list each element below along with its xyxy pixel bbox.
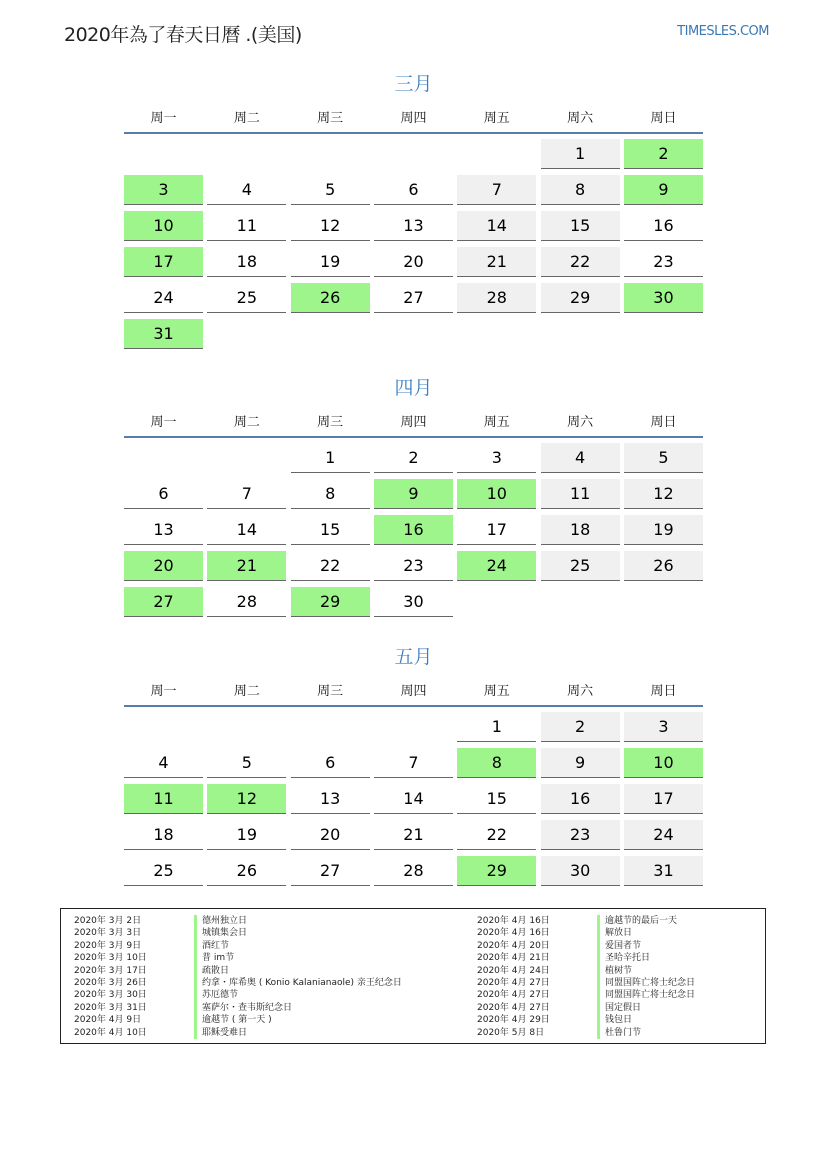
holiday-name: 普 im节 xyxy=(194,952,234,964)
holiday-day-cell: 2 xyxy=(624,139,703,169)
day-cell: 18 xyxy=(541,515,620,545)
day-cell: 1 xyxy=(291,443,370,473)
holiday-day-cell: 12 xyxy=(207,784,286,814)
weekday-label: 周四 xyxy=(400,415,427,430)
holiday-day-cell: 9 xyxy=(624,175,703,205)
holiday-day-cell: 11 xyxy=(124,784,203,814)
day-cell: 25 xyxy=(541,551,620,581)
day-cell: 6 xyxy=(124,479,203,509)
holiday-date: 2020年 3月 3日 xyxy=(74,928,142,939)
empty-day-cell xyxy=(457,139,536,168)
day-cell: 7 xyxy=(374,748,453,778)
day-cell: 14 xyxy=(207,515,286,545)
day-cell: 11 xyxy=(541,479,620,509)
day-cell: 28 xyxy=(457,283,536,313)
day-cell: 18 xyxy=(207,247,286,277)
day-cell: 28 xyxy=(207,587,286,617)
weekday-label: 周一 xyxy=(150,111,177,126)
day-cell: 6 xyxy=(374,175,453,205)
holiday-day-cell: 16 xyxy=(374,515,453,545)
day-cell: 25 xyxy=(124,856,203,886)
holiday-row xyxy=(477,989,695,1001)
day-cell: 23 xyxy=(374,551,453,581)
holiday-name: 杜鲁门节 xyxy=(597,1027,641,1039)
month-title: 四月 xyxy=(394,377,433,399)
weekday-label: 周三 xyxy=(317,684,344,699)
holiday-row xyxy=(477,940,695,952)
weekday-label: 周二 xyxy=(233,415,260,430)
day-cell: 27 xyxy=(291,856,370,886)
empty-day-cell xyxy=(124,139,203,168)
day-cell: 19 xyxy=(291,247,370,277)
day-cell: 24 xyxy=(624,820,703,850)
day-cell: 3 xyxy=(457,443,536,473)
day-grid xyxy=(124,443,703,617)
weekday-header xyxy=(124,106,703,134)
day-cell: 15 xyxy=(541,211,620,241)
day-cell: 13 xyxy=(374,211,453,241)
page-title: 2020年為了春天日曆 .(美国) xyxy=(64,24,302,46)
holiday-day-cell: 27 xyxy=(124,587,203,617)
day-grid xyxy=(124,712,703,886)
day-cell: 11 xyxy=(207,211,286,241)
holiday-day-cell: 8 xyxy=(457,748,536,778)
holiday-row xyxy=(74,977,402,989)
day-cell: 19 xyxy=(207,820,286,850)
day-cell: 8 xyxy=(541,175,620,205)
day-cell: 23 xyxy=(624,247,703,277)
holiday-date: 2020年 4月 16日 xyxy=(477,928,550,939)
day-cell: 29 xyxy=(541,283,620,313)
holiday-date: 2020年 4月 16日 xyxy=(477,916,550,926)
empty-day-cell xyxy=(124,712,203,741)
day-cell: 3 xyxy=(624,712,703,742)
day-cell: 15 xyxy=(291,515,370,545)
day-cell: 5 xyxy=(291,175,370,205)
empty-day-cell xyxy=(207,139,286,168)
holiday-name: 解放日 xyxy=(597,927,632,939)
holiday-row xyxy=(74,1014,402,1026)
day-cell: 16 xyxy=(624,211,703,241)
holiday-name: 疏散日 xyxy=(194,965,229,977)
holiday-name: 苏厄德节 xyxy=(194,989,238,1001)
holiday-day-cell: 10 xyxy=(624,748,703,778)
weekday-label: 周日 xyxy=(650,684,677,699)
holiday-name: 爱国者节 xyxy=(597,940,641,952)
holiday-name: 同盟国阵亡将士纪念日 xyxy=(597,989,695,1001)
site-link[interactable]: TIMESLES.COM xyxy=(677,24,769,39)
holiday-name: 塞萨尔・查韦斯纪念日 xyxy=(194,1002,292,1014)
weekday-label: 周五 xyxy=(483,111,510,126)
holiday-date: 2020年 3月 9日 xyxy=(74,940,142,951)
holiday-day-cell: 29 xyxy=(291,587,370,617)
day-cell: 14 xyxy=(457,211,536,241)
holiday-row xyxy=(477,977,695,989)
weekday-header xyxy=(124,679,703,707)
holiday-day-cell: 17 xyxy=(124,247,203,277)
month-title: 三月 xyxy=(394,73,433,95)
day-cell: 7 xyxy=(457,175,536,205)
month-may xyxy=(124,645,703,886)
holiday-date: 2020年 3月 30日 xyxy=(74,990,147,1001)
holiday-row xyxy=(74,927,402,939)
day-cell: 30 xyxy=(374,587,453,617)
day-cell: 4 xyxy=(124,748,203,778)
holiday-date: 2020年 3月 10日 xyxy=(74,953,147,964)
day-cell: 27 xyxy=(374,283,453,313)
weekday-label: 周六 xyxy=(567,415,594,430)
weekday-label: 周一 xyxy=(150,415,177,430)
empty-day-cell xyxy=(374,139,453,168)
weekday-label: 周三 xyxy=(317,415,344,430)
holiday-row xyxy=(477,1027,695,1039)
empty-day-cell xyxy=(124,443,203,472)
holiday-name: 植树节 xyxy=(597,965,632,977)
holiday-date: 2020年 4月 10日 xyxy=(74,1027,147,1038)
weekday-label: 周日 xyxy=(650,415,677,430)
day-cell: 8 xyxy=(291,479,370,509)
holiday-row xyxy=(74,965,402,977)
day-cell: 19 xyxy=(624,515,703,545)
holiday-day-cell: 20 xyxy=(124,551,203,581)
holiday-name: 德州独立日 xyxy=(194,915,247,927)
holiday-row xyxy=(477,1014,695,1026)
day-cell: 9 xyxy=(541,748,620,778)
day-cell: 23 xyxy=(541,820,620,850)
day-cell: 14 xyxy=(374,784,453,814)
holiday-date: 2020年 5月 8日 xyxy=(477,1027,545,1038)
weekday-label: 周五 xyxy=(483,415,510,430)
holiday-date: 2020年 3月 31日 xyxy=(74,1002,147,1013)
holiday-date: 2020年 4月 9日 xyxy=(74,1015,142,1026)
holiday-name: 国定假日 xyxy=(597,1002,641,1014)
day-cell: 31 xyxy=(624,856,703,886)
holiday-row xyxy=(74,940,402,952)
empty-day-cell xyxy=(374,712,453,741)
holiday-day-cell: 29 xyxy=(457,856,536,886)
weekday-label: 周日 xyxy=(650,111,677,126)
holiday-day-cell: 26 xyxy=(291,283,370,313)
day-cell: 26 xyxy=(207,856,286,886)
day-cell: 30 xyxy=(541,856,620,886)
day-cell: 13 xyxy=(291,784,370,814)
day-cell: 21 xyxy=(374,820,453,850)
holiday-day-cell: 30 xyxy=(624,283,703,313)
holiday-date: 2020年 4月 20日 xyxy=(477,940,550,951)
day-cell: 2 xyxy=(374,443,453,473)
day-cell: 4 xyxy=(541,443,620,473)
weekday-label: 周二 xyxy=(233,684,260,699)
holiday-date: 2020年 3月 17日 xyxy=(74,965,147,976)
empty-day-cell xyxy=(291,139,370,168)
day-cell: 20 xyxy=(291,820,370,850)
empty-day-cell xyxy=(207,443,286,472)
day-cell: 22 xyxy=(541,247,620,277)
month-march xyxy=(124,72,703,349)
day-cell: 5 xyxy=(207,748,286,778)
empty-day-cell xyxy=(291,712,370,741)
holiday-date: 2020年 4月 24日 xyxy=(477,965,550,976)
weekday-label: 周四 xyxy=(400,684,427,699)
holiday-row xyxy=(477,1002,695,1014)
day-cell: 17 xyxy=(457,515,536,545)
day-cell: 1 xyxy=(457,712,536,742)
day-cell: 13 xyxy=(124,515,203,545)
holiday-name: 圣哈辛托日 xyxy=(597,952,650,964)
day-cell: 18 xyxy=(124,820,203,850)
holiday-name: 逾越节的最后一天 xyxy=(597,915,677,927)
day-cell: 6 xyxy=(291,748,370,778)
holiday-name: 城镇集会日 xyxy=(194,927,247,939)
weekday-label: 周五 xyxy=(483,684,510,699)
holiday-date: 2020年 4月 27日 xyxy=(477,977,550,988)
weekday-label: 周六 xyxy=(567,684,594,699)
day-grid xyxy=(124,139,703,349)
holiday-day-cell: 10 xyxy=(124,211,203,241)
holiday-row xyxy=(74,915,402,927)
day-cell: 12 xyxy=(624,479,703,509)
holiday-date: 2020年 3月 2日 xyxy=(74,916,142,926)
holiday-row xyxy=(477,927,695,939)
holiday-list-right xyxy=(477,915,695,1039)
day-cell: 17 xyxy=(624,784,703,814)
weekday-label: 周三 xyxy=(317,111,344,126)
holiday-day-cell: 3 xyxy=(124,175,203,205)
weekday-label: 周六 xyxy=(567,111,594,126)
day-cell: 4 xyxy=(207,175,286,205)
empty-day-cell xyxy=(207,712,286,741)
holiday-day-cell: 10 xyxy=(457,479,536,509)
month-title: 五月 xyxy=(394,646,433,668)
day-cell: 12 xyxy=(291,211,370,241)
holiday-day-cell: 21 xyxy=(207,551,286,581)
holiday-name: 逾越节 ( 第一天 ) xyxy=(194,1014,272,1026)
holiday-day-cell: 24 xyxy=(457,551,536,581)
weekday-header xyxy=(124,410,703,438)
day-cell: 7 xyxy=(207,479,286,509)
weekday-label: 周四 xyxy=(400,111,427,126)
holiday-date: 2020年 3月 26日 xyxy=(74,977,147,988)
holiday-date: 2020年 4月 29日 xyxy=(477,1015,550,1026)
holiday-row xyxy=(74,1002,402,1014)
day-cell: 2 xyxy=(541,712,620,742)
holiday-date: 2020年 4月 21日 xyxy=(477,953,550,964)
day-cell: 25 xyxy=(207,283,286,313)
day-cell: 15 xyxy=(457,784,536,814)
holiday-row xyxy=(477,965,695,977)
holiday-row xyxy=(74,989,402,1001)
holiday-row xyxy=(74,952,402,964)
weekday-label: 周一 xyxy=(150,684,177,699)
day-cell: 22 xyxy=(291,551,370,581)
day-cell: 26 xyxy=(624,551,703,581)
holiday-name: 酒红节 xyxy=(194,940,229,952)
holiday-day-cell: 31 xyxy=(124,319,203,349)
month-april xyxy=(124,376,703,617)
holiday-name: 约拿・库希奥 ( Konio Kalanianaole) 亲王纪念日 xyxy=(194,977,402,989)
holiday-date: 2020年 4月 27日 xyxy=(477,1002,550,1013)
day-cell: 21 xyxy=(457,247,536,277)
holiday-name: 同盟国阵亡将士纪念日 xyxy=(597,977,695,989)
day-cell: 20 xyxy=(374,247,453,277)
holiday-row xyxy=(74,1027,402,1039)
day-cell: 24 xyxy=(124,283,203,313)
day-cell: 28 xyxy=(374,856,453,886)
holiday-row xyxy=(477,952,695,964)
holiday-list-left xyxy=(74,915,402,1039)
holiday-date: 2020年 4月 27日 xyxy=(477,990,550,1001)
holiday-name: 耶稣受难日 xyxy=(194,1027,247,1039)
holiday-row xyxy=(477,915,695,927)
holiday-legend xyxy=(60,908,766,1044)
day-cell: 5 xyxy=(624,443,703,473)
holiday-day-cell: 9 xyxy=(374,479,453,509)
weekday-label: 周二 xyxy=(233,111,260,126)
day-cell: 1 xyxy=(541,139,620,169)
day-cell: 16 xyxy=(541,784,620,814)
day-cell: 22 xyxy=(457,820,536,850)
holiday-name: 钱包日 xyxy=(597,1014,632,1026)
